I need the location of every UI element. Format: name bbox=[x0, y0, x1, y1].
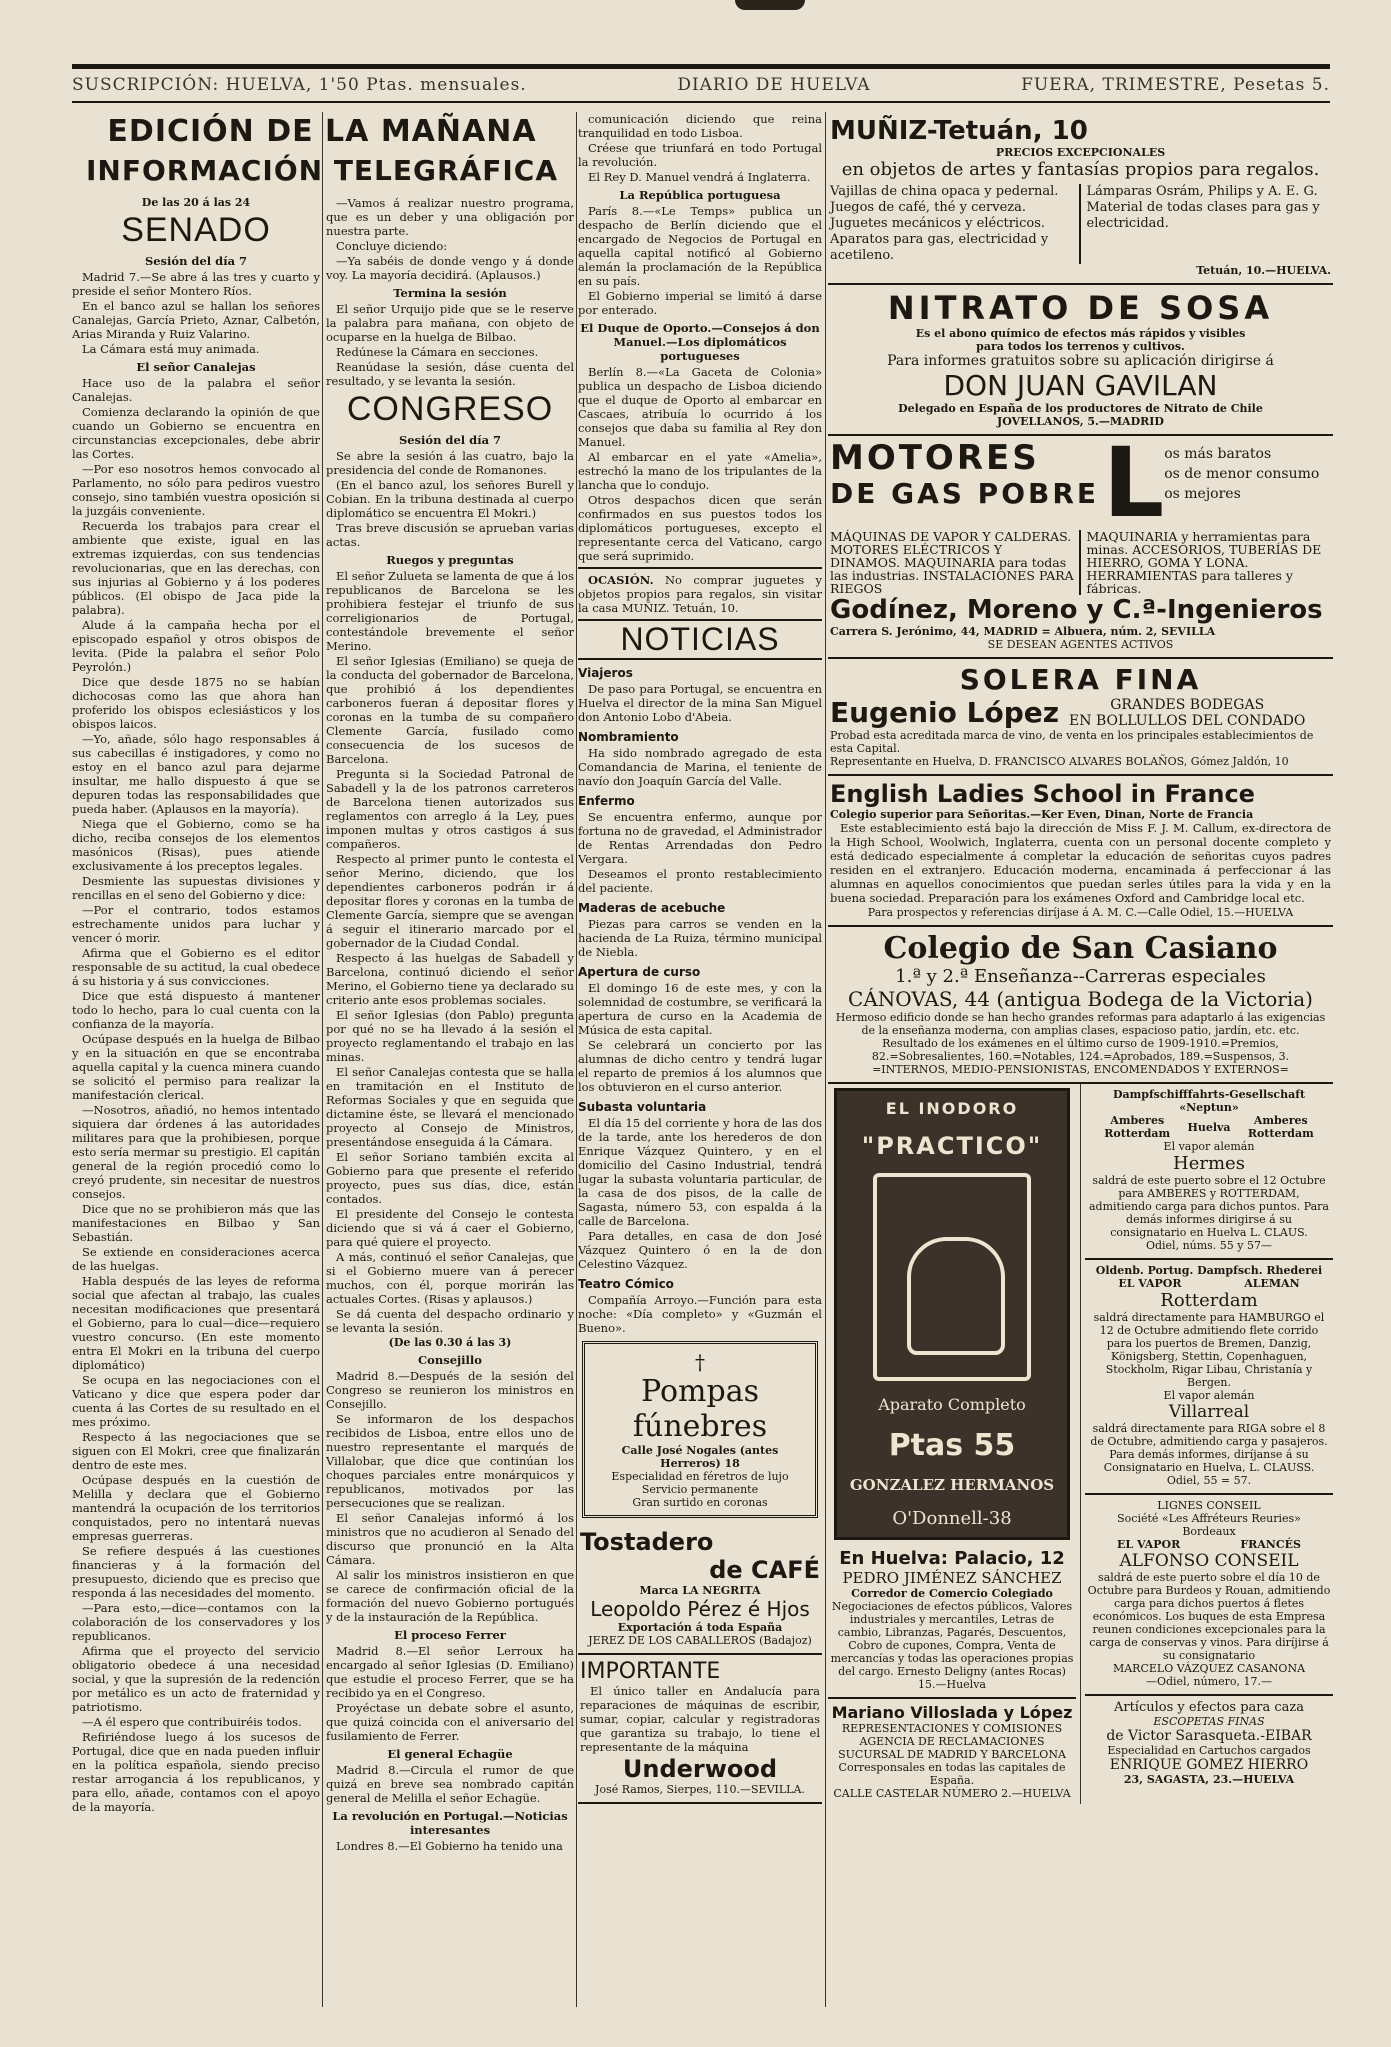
coffee-export: Exportación á toda España bbox=[617, 1621, 783, 1634]
solera-name: Eugenio López bbox=[830, 696, 1060, 729]
paragraph: Refiriéndose luego á los sucesos de Portugal, dice que en nada pueden influir en la política española, siendo preciso restar arrogancia á los republicanos, y para ello, añade, contamos con el apoyo de la mayoría. bbox=[72, 1730, 320, 1814]
ocasion-notice bbox=[578, 567, 822, 615]
inodoro-title: EL INODORO bbox=[885, 1099, 1019, 1118]
villoslada-name: Mariano Villoslada y López bbox=[831, 1703, 1073, 1722]
paragraph: Compañía Arroyo.—Función para esta noche: «Día completo» y «Guzmán el Bueno». bbox=[578, 1293, 822, 1335]
coffee-firm: Leopoldo Pérez é Hjos bbox=[590, 1597, 810, 1621]
top-rule bbox=[72, 64, 1330, 69]
typewriter-text: El único taller en Andalucía para reparaciones de máquinas de escribir, sumar, copiar, calcular y registradoras que garantiza su trabajo, lo tiene el representante de la máquina bbox=[580, 1684, 820, 1754]
paragraph: Respecto á las huelgas de Sabadell y Barcelona, continuó diciendo el señor Merino, el Gobierno tiene ya declarado su criterio ante esos problemas sociales. bbox=[326, 951, 574, 1007]
paragraph: Se refiere después á las cuestiones financieras y á la formación del presupuesto, diciendo que es preciso que responda á las necesidades del momento. bbox=[72, 1544, 320, 1600]
column-divider bbox=[825, 112, 826, 2007]
broker-text: Negociaciones de efectos públicos, Valores industriales y mercantiles, Letras de cambio, Libranzas, Pagarés, Descuentos, Cobro de cupones, Compra, Venta de mercancías y todas las operaciones propias del cargo. Ernesto Deligny (antes Rocas) 15.—Huelva bbox=[830, 1600, 1074, 1691]
paragraph: —Por el contrario, todos estamos estrechamente unidos para luchar y vencer ó morir. bbox=[72, 903, 320, 945]
coffee-brand: Marca LA NEGRITA bbox=[639, 1584, 761, 1597]
inodoro-brand: "PRACTICO" bbox=[861, 1131, 1043, 1160]
subhead: Nombramiento bbox=[578, 730, 679, 744]
motores-option: os más baratos bbox=[1164, 446, 1272, 462]
subhead: La revolución en Portugal.—Noticias interesantes bbox=[332, 1809, 568, 1837]
ship-name: Villarreal bbox=[1168, 1402, 1250, 1422]
paragraph: —Vamos á realizar nuestro programa, que es un deber y una obligación por nuestra parte. bbox=[326, 196, 574, 238]
paragraph: La Cámara está muy animada. bbox=[82, 342, 260, 356]
paragraph: Redúnese la Cámara en secciones. bbox=[336, 345, 539, 359]
ship-company: LIGNES CONSEIL bbox=[1157, 1499, 1261, 1512]
subhead-canalejas: El señor Canalejas bbox=[136, 360, 256, 374]
solera-title: SOLERA FINA bbox=[959, 663, 1202, 696]
masthead-strip bbox=[72, 72, 1330, 98]
senado-session: Sesión del día 7 bbox=[144, 254, 248, 268]
colegio-results: Resultado de los exámenes en el último curso de 1909-1910.=Premios, 82.=Sobresalientes, 160.=Notables, 124.=Aprobados, 189.=Suspensos, 3. bbox=[871, 1037, 1290, 1063]
paragraph: Se dá cuenta del despacho ordinario y se levanta la sesión. bbox=[326, 1307, 574, 1335]
subhead: Teatro Cómico bbox=[578, 1277, 674, 1291]
hermes-ad bbox=[1085, 1084, 1333, 1260]
paragraph: Tras breve discusión se aprueban varias actas. bbox=[326, 521, 574, 549]
column-3 bbox=[578, 112, 822, 2012]
inodoro-price: Ptas 55 bbox=[888, 1427, 1016, 1463]
paragraph: El Gobierno imperial se limitó á darse por enterado. bbox=[578, 289, 822, 317]
ship-route: Amberes Rotterdam bbox=[1247, 1114, 1314, 1140]
torn-edge bbox=[735, 0, 805, 10]
funeral-title: Pompas fúnebres bbox=[632, 1374, 768, 1444]
paragraph: —Nosotros, añadió, no hemos intentado siquiera dar órdenes á las autoridades militares para que la prohibiesen, porque esto sería mermar su prestigio. El capitán general de la región procedió como lo creyó prudente, sin necesitar de nuestros consejos. bbox=[72, 1103, 320, 1201]
sports-address: 23, SAGASTA, 23.—HUELVA bbox=[1123, 1773, 1295, 1786]
villoslada-line: Corresponsales en todas las capitales de España. bbox=[838, 1761, 1066, 1787]
sports-firm: ENRIQUE GOMEZ HIERRO bbox=[1109, 1757, 1309, 1773]
edition-heading-wrap bbox=[72, 112, 572, 152]
subhead: Viajeros bbox=[578, 666, 633, 680]
villoslada-line: REPRESENTACIONES Y COMISIONES bbox=[841, 1722, 1063, 1735]
ship-company: Oldenb. Portug. Dampfsch. Rhederei bbox=[1095, 1264, 1323, 1277]
ship-flag: ALEMAN bbox=[1244, 1277, 1300, 1290]
motores-left: MÁQUINAS DE VAPOR Y CALDERAS. MOTORES ELÉCTRICOS Y DINAMOS. MAQUINARIA para todas las industrias. INSTALACIONES PARA RIEGOS bbox=[830, 530, 1081, 595]
nitrato-line: Para informes gratuitos sobre su aplicación dirigirse á bbox=[887, 353, 1274, 369]
typewriter-title: IMPORTANTE bbox=[580, 1659, 721, 1684]
left-subcolumn bbox=[828, 1084, 1076, 1804]
subscription-outside: FUERA, TRIMESTRE, Pesetas 5. bbox=[1021, 75, 1330, 95]
ship-address: —Odiel, número, 17.— bbox=[1145, 1675, 1273, 1688]
motores-title: MOTORES bbox=[830, 438, 1040, 478]
sports-title: Artículos y efectos para caza bbox=[1113, 1700, 1305, 1715]
paragraph: Se ocupa en las negociaciones con el Vaticano y dice que espera poder dar cuenta á las Cortes de su resultado en el mes próximo. bbox=[72, 1373, 320, 1429]
subhead: El Duque de Oporto.—Consejos á don Manuel.—Los diplomáticos portugueses bbox=[580, 321, 820, 363]
paragraph: Otros despachos dicen que serán confirmados en sus puestos todos los diplomáticos portugueses, excepto el representante cerca del Vaticano, cargo que será suprimido. bbox=[578, 493, 822, 563]
solera-representative: Representante en Huelva, D. FRANCISCO ALVARES BOLAÑOS, Gómez Jaldón, 10 bbox=[830, 755, 1289, 768]
paragraph: Ha sido nombrado agregado de esta Comandancia de Marina, el teniente de navío don Joaquín García del Valle. bbox=[578, 746, 822, 788]
colegio-text: Hermoso edificio donde se han hecho grandes reformas para adaptarlo á las exigencias de la enseñanza moderna, con amplias clases, espacioso patio, jardín, etc. etc. bbox=[835, 1011, 1326, 1037]
nitrato-name: DON JUAN GAVILAN bbox=[943, 369, 1218, 402]
telegraphic-heading: INFORMACIÓN TELEGRÁFICA bbox=[86, 154, 558, 187]
column-divider bbox=[576, 112, 577, 2007]
school-contact: Para prospectos y referencias diríjase á A. M. C.—Calle Odiel, 15.—HUELVA bbox=[867, 906, 1294, 919]
paragraph: Madrid 8.—Después de la sesión del Congreso se reunieron los ministros en Consejillo. bbox=[326, 1369, 574, 1411]
paragraph: —Por eso nosotros hemos convocado al Parlamento, no sólo para pediros vuestro consejo, sino también vuestra oposición si la juzgáis conveniente. bbox=[72, 462, 320, 518]
subhead: Termina la sesión bbox=[393, 286, 507, 300]
paragraph: (En el banco azul, los señores Burell y Cobian. En la tribuna destinada al cuerpo diplomático se encuentra El Mokri.) bbox=[326, 478, 574, 520]
paragraph: Reanúdase la sesión, dáse cuenta del resultado, y se levanta la sesión. bbox=[326, 360, 574, 388]
paragraph: —Yo, añade, sólo hago responsables á sus cabecillas é instigadores, y como no estoy en el banco azul para dejarme insultar, me hallo dispuesto á que se depuren todas las responsabilidades que pueda haber. (Aplausos en la mayoría). bbox=[72, 732, 320, 816]
ship-label: EL VAPOR bbox=[1118, 1277, 1182, 1290]
funeral-address: Calle José Nogales (antes Herreros) 18 bbox=[621, 1444, 779, 1470]
telegraphic-heading-wrap bbox=[72, 150, 572, 200]
typewriter-ad bbox=[578, 1655, 822, 1804]
column-4 bbox=[828, 112, 1333, 2012]
paragraph: Se abre la sesión á las cuatro, bajo la presidencia del conde de Romanones. bbox=[326, 449, 574, 477]
paragraph: Proyéctase un debate sobre el asunto, que quizá coincida con el aniversario del fusilamiento de Ferrer. bbox=[326, 1701, 574, 1743]
paragraph: Respecto á las negociaciones que se siguen con El Mokri, cree que finalizarán dentro de este mes. bbox=[72, 1430, 320, 1472]
paragraph: Concluye diciendo: bbox=[336, 239, 448, 253]
motores-right: MAQUINARIA y herramientas para minas. ACCESORIOS, TUBERÍAS DE HIERRO, GOMA Y LONA. HERRAMIENTAS para talleres y fábricas. bbox=[1086, 529, 1322, 596]
paragraph: Pregunta si la Sociedad Patronal de Sabadell y la de los patronos carreteros de Barcelona tienen autorizados sus reglamentos con arreglo á la Ley, pues imponen multas y otros castigos á sus compañeros. bbox=[326, 767, 574, 851]
ship-city: Bordeaux bbox=[1182, 1525, 1236, 1538]
colegio-address: CÁNOVAS, 44 (antigua Bodega de la Victoria) bbox=[848, 987, 1313, 1011]
paragraph: Para detalles, en casa de don José Vázquez Quintero ó en la de don Celestino Vázquez. bbox=[578, 1229, 822, 1271]
senado-column bbox=[72, 196, 320, 2011]
sports-specialty: Especialidad en Cartuchos cargados bbox=[1107, 1744, 1311, 1757]
paragraph: —Para esto,—dice—contamos con la colaboración de los conservadores y los republicanos. bbox=[72, 1601, 320, 1643]
funeral-line: Especialidad en féretros de lujo bbox=[611, 1470, 789, 1483]
paragraph: Habla después de las leyes de reforma social que afectan al trabajo, las cuales necesitan modificaciones que presentará el Gobierno, para lo cual—dice—requiero vuestro concurso. (En este momento entra El Mokri en la tribuna del cuerpo diplomático) bbox=[72, 1274, 320, 1372]
ship-flag: FRANCÉS bbox=[1240, 1538, 1301, 1551]
sports-maker: de Victor Sarasqueta.-EIBAR bbox=[1106, 1728, 1312, 1744]
column-divider bbox=[322, 112, 323, 2007]
broker-title: Corredor de Comercio Colegiado bbox=[851, 1587, 1053, 1600]
muniz-left: Vajillas de china opaca y pedernal. Juegos de café, thé y cerveza. Juguetes mecánicos y eléctricos. Aparatos para gas, electricidad y acetileno. bbox=[830, 184, 1081, 264]
rotterdam-ad bbox=[1085, 1260, 1333, 1495]
header-rule bbox=[72, 101, 1330, 103]
subhead: Ruegos y preguntas bbox=[386, 553, 514, 567]
paragraph: A más, continuó el señor Canalejas, que si el Gobierno muere van á perecer muchos, con él, porque morirán las actuales Cortes. (Risas y aplausos.) bbox=[326, 1250, 574, 1306]
paragraph: Se extiende en consideraciones acerca de las huelgas. bbox=[72, 1245, 320, 1273]
congreso-heading: CONGRESO bbox=[346, 390, 554, 428]
paragraph: Desmiente las supuestas divisiones y rencillas en el seno del Gobierno y dice: bbox=[72, 874, 320, 902]
paragraph: Madrid 7.—Se abre á las tres y cuarto y preside el señor Montero Ríos. bbox=[72, 270, 320, 298]
subhead: Enfermo bbox=[578, 794, 635, 808]
subhead: Apertura de curso bbox=[578, 965, 701, 979]
paragraph: El señor Canalejas informó á los ministros que no acudieron al Senado del discurso que pronunció en la Alta Cámara. bbox=[326, 1511, 574, 1567]
paragraph: Deseamos el pronto restablecimiento del paciente. bbox=[578, 867, 822, 895]
paragraph: Afirma que el Gobierno es el editor responsable de su actitud, la cual obedece á su historia y á sus convicciones. bbox=[72, 946, 320, 988]
paragraph: Londres 8.—El Gobierno ha tenido una bbox=[336, 1839, 563, 1853]
paragraph: Hace uso de la palabra el señor Canalejas. bbox=[72, 376, 320, 404]
edition-heading: EDICIÓN DE LA MAÑANA bbox=[107, 114, 537, 149]
subscription-local: SUSCRIPCIÓN: HUELVA, 1'50 Ptas. mensuales. bbox=[72, 75, 527, 95]
muniz-subtitle: PRECIOS EXCEPCIONALES bbox=[995, 146, 1166, 159]
paragraph: Madrid 8.—El señor Lerroux ha encargado al señor Iglesias (D. Emiliano) que estudie el proceso Ferrer, que se ha recibido ya en el Congreso. bbox=[326, 1644, 574, 1700]
paragraph: Se encuentra enfermo, aunque por fortuna no de gravedad, el Administrador de Rentas Arrendadas don Pedro Vergara. bbox=[578, 810, 822, 866]
paragraph: Se celebrará un concierto por las alumnas de dicho centro y tendrá lugar el reparto de premios á los alumnos que los obtuvieron en el curso anterior. bbox=[578, 1038, 822, 1094]
paragraph: Dice que desde 1875 no se habían dichocosas como las que ahora han proferido los obispos eclesiásticos y los obispos laicos. bbox=[72, 675, 320, 731]
paragraph: El señor Soriano también excita al Gobierno para que presente el referido proyecto, pues sus días, dice, están contados. bbox=[326, 1150, 574, 1206]
subhead: El proceso Ferrer bbox=[394, 1628, 506, 1642]
motores-subtitle: DE GAS POBRE bbox=[830, 477, 1100, 510]
colegio-subtitle: 1.ª y 2.ª Enseñanza--Carreras especiales bbox=[895, 966, 1266, 987]
paragraph: —Ya sabéis de donde vengo y á donde voy. La mayoría decidirá. (Aplausos.) bbox=[326, 254, 574, 282]
coffee-location: JEREZ DE LOS CABALLEROS (Badajoz) bbox=[588, 1634, 812, 1647]
colegio-ad bbox=[828, 927, 1333, 1084]
paragraph: Al salir los ministros insistieron en que se carece de confirmación oficial de la formación del nuevo Gobierno portugués y de la instauración de la República. bbox=[326, 1568, 574, 1624]
nitrato-title: NITRATO DE SOSA bbox=[887, 289, 1274, 327]
paper-name: DIARIO DE HUELVA bbox=[677, 75, 871, 95]
solera-location: EN BOLLULLOS DEL CONDADO bbox=[1069, 712, 1306, 729]
motores-firm: Godínez, Moreno y C.ª-Ingenieros bbox=[830, 595, 1323, 625]
solera-ad bbox=[828, 659, 1333, 776]
paragraph: Afirma que el proyecto del servicio obligatorio obedece á una necesidad social, y que la supresión de la redención por metálico es un acto de fraternidad y patriotismo. bbox=[72, 1644, 320, 1714]
motores-ad bbox=[828, 427, 1333, 659]
muniz-address: Tetuán, 10.—HUELVA. bbox=[1196, 264, 1331, 277]
paragraph: Madrid 8.—Circula el rumor de que quizá en breve sea nombrado capitán general de Melilla el señor Echagüe. bbox=[326, 1763, 574, 1805]
funeral-line: Servicio permanente bbox=[641, 1483, 759, 1496]
paragraph: Al embarcar en el yate «Amelia», estrechó la mano de los tripulantes de la lancha que lo condujo. bbox=[578, 450, 822, 492]
ocasion-text: No comprar juguetes y objetos propios para regalos, sin visitar la casa MUÑIZ. Tetuán, 10. bbox=[578, 573, 822, 615]
typewriter-brand: Underwood bbox=[622, 1755, 778, 1783]
right-subcolumn bbox=[1080, 1084, 1333, 1804]
ship-company: Dampfschifffahrts-Gesellschaft «Neptun» bbox=[1112, 1088, 1306, 1114]
paragraph: Berlín 8.—«La Gaceta de Colonia» publica un despacho de Lisboa diciendo que el duque de Oporto al embarcar en Cascaes, atribuía lo ocurrido á los consejos que daba su familia al Rey don Manuel. bbox=[578, 365, 822, 449]
paragraph: El señor Canalejas contesta que se halla en tramitación en el Instituto de Reformas Sociales y que en seguida que dictamine éste, se llevará el mencionado proyecto al Consejo de Ministros, presentándose enseguida á la Cámara. bbox=[326, 1065, 574, 1149]
motores-initial: L bbox=[1103, 427, 1165, 539]
paragraph: —A él espero que contribuiréis todos. bbox=[82, 1715, 302, 1729]
ship-address: Odiel, núms. 55 y 57— bbox=[1145, 1239, 1273, 1252]
funeral-line: Gran surtido en coronas bbox=[632, 1496, 768, 1509]
typewriter-address: José Ramos, Sierpes, 110.—SEVILLA. bbox=[595, 1783, 805, 1796]
solera-text: Probad esta acreditada marca de vino, de venta en los principales establecimientos de esta Capital. bbox=[830, 729, 1314, 755]
solera-bodegas: GRANDES BODEGAS bbox=[1110, 696, 1265, 713]
school-text: Este establecimiento está bajo la dirección de Miss F. J. M. Callum, ex-directora de la High School, Woolwich, Inglaterra, cuenta con un personal docente completo y está dedicado especialmente á completar la educación de señoritas cuyos padres residen en el extranjero. Educación moderna, encaminada á perfeccionar á las alumnas en aquellos conocimientos que puedan serles útiles para la vida y en la buena sociedad. Preparación para los exámenes Oxford and Cambridge local etc. bbox=[830, 821, 1331, 905]
paragraph: Dice que está dispuesto á mantener todo lo hecho, para lo cual cuenta con la confianza de la mayoría. bbox=[72, 989, 320, 1031]
inodoro-complete: Aparato Completo bbox=[878, 1394, 1026, 1414]
paragraph: Se informaron de los despachos recibidos de Lisboa, entre ellos uno de nuestro representante el marqués de Villalobar, que dice que continúan los choques parciales entre monárquicos y republicanos, motivados por las persecuciones que se realizan. bbox=[326, 1412, 574, 1510]
congreso-session: Sesión del día 7 bbox=[398, 433, 502, 447]
muniz-tagline: en objetos de artes y fantasías propios para regalos. bbox=[841, 159, 1320, 180]
motores-option: os mejores bbox=[1164, 486, 1241, 502]
ship-label: EL VAPOR bbox=[1117, 1538, 1181, 1551]
cross-icon: † bbox=[695, 1350, 705, 1374]
paragraph: El señor Urquijo pide que se le reserve la palabra para mañana, con objeto de ocuparse en la huelga de Bilbao. bbox=[326, 302, 574, 344]
english-school-ad bbox=[828, 776, 1333, 927]
paragraph: Créese que triunfará en todo Portugal la revolución. bbox=[578, 141, 822, 169]
paragraph: El domingo 16 de este mes, y con la solemnidad de costumbre, se verificará la apertura de curso en la Academia de Música de esta capital. bbox=[578, 981, 822, 1037]
villoslada-line: AGENCIA DE RECLAMACIONES bbox=[859, 1735, 1045, 1748]
motores-address: Carrera S. Jerónimo, 44, MADRID = Albuera, núm. 2, SEVILLA bbox=[830, 625, 1216, 638]
subhead: Consejillo bbox=[418, 1353, 482, 1367]
ocasion-keyword: OCASIÓN. bbox=[588, 573, 654, 587]
ship-label: El vapor alemán bbox=[1163, 1389, 1255, 1402]
motores-agents: SE DESEAN AGENTES ACTIVOS bbox=[987, 638, 1174, 651]
ship-society: Société «Les Affréteurs Reuries» bbox=[1117, 1512, 1301, 1525]
ship-name: Rotterdam bbox=[1160, 1290, 1258, 1311]
paragraph: París 8.—«Le Temps» publica un despacho de Berlín diciendo que el encargado de Negocios de Portugal en aquella capital notificó al Gobierno alemán la proclamación de la República en su país. bbox=[578, 204, 822, 288]
ship-text: saldrá directamente para RIGA sobre el 8 de Octubre, admitiendo carga y pasajeros. Para demás informes, diríjanse á su Consignatario en Huelva, L. CLAUSS. bbox=[1090, 1422, 1328, 1474]
senado-heading: SENADO bbox=[121, 211, 271, 249]
subhead: La República portuguesa bbox=[619, 188, 781, 202]
villoslada-line: SUCURSAL DE MADRID Y BARCELONA bbox=[838, 1748, 1066, 1761]
ship-text: saldrá de este puerto sobre el 12 Octubre para AMBERES y ROTTERDAM, admitiendo carga para dichos puntos. Para demás informes dirigirse á su consignatario en Huelva L. CLAUS. bbox=[1089, 1174, 1329, 1239]
paragraph: Ocúpase después en la cuestión de Melilla y declara que el Gobierno mantendrá la ocupación de los territorios conquistados, pero no intentará nuevas empresas guerreras. bbox=[72, 1473, 320, 1543]
broker-name: PEDRO JIMÉNEZ SÁNCHEZ bbox=[842, 1569, 1062, 1587]
ship-name: Hermes bbox=[1173, 1153, 1245, 1174]
colegio-pupils: =INTERNOS, MEDIO-PENSIONISTAS, ENCOMENDADOS Y EXTERNOS= bbox=[872, 1063, 1289, 1076]
ship-port: Huelva bbox=[1187, 1120, 1231, 1134]
paragraph: El señor Iglesias (Emiliano) se queja de la conducta del gobernador de Barcelona, que prohibió á los dependientes carboneros fueran á depositar flores y coronas en la tumba de su compañero Clemente García, fusilado como consecuencia de los sucesos de Barcelona. bbox=[326, 654, 574, 766]
paragraph: Alude á la campaña hecha por el episcopado español y otros obispos de levita. (Pide la palabra el señor Polo Peyrolón.) bbox=[72, 618, 320, 674]
inodoro-address: O'Donnell-38 bbox=[892, 1507, 1012, 1529]
paragraph: Respecto al primer punto le contesta el señor Merino, diciendo, que los dependientes carboneros podrán ir á depositar flores y coronas en la tumba de Clemente García, siempre que se avengan á seguir el itinerario marcado por el gobernador de la Ciudad Condal. bbox=[326, 852, 574, 950]
ship-route: Amberes Rotterdam bbox=[1104, 1114, 1171, 1140]
colegio-title: Colegio de San Casiano bbox=[883, 931, 1278, 966]
nitrato-line: para todos los terrenos y cultivos. bbox=[976, 340, 1185, 353]
inodoro-ad bbox=[834, 1088, 1070, 1540]
muniz-right: Lámparas Osrám, Philips y A. E. G. Material de todas clases para gas y electricidad. bbox=[1086, 184, 1320, 231]
muniz-title: MUÑIZ-Tetuán, 10 bbox=[830, 116, 1088, 146]
subhead: Maderas de acebuche bbox=[578, 901, 726, 915]
paragraph: Recuerda los trabajos para crear el ambiente que existe, igual en las extremas izquierdas, con sus tendencias revolucionarias, que en las derechas, con sus injurias al Gobierno y á los poderes públicos. (El obispo de Jaca pide la palabra). bbox=[72, 519, 320, 617]
toilet-icon bbox=[873, 1173, 1031, 1381]
paragraph: Ocúpase después en la huelga de Bilbao y en la situación en que se encontraba aquella capital y la cuenca minera cuando se solicitó el permiso para realizar la manifestación clerical. bbox=[72, 1032, 320, 1102]
nitrato-line: Delegado en España de los productores de Nitrato de Chile bbox=[898, 402, 1263, 415]
muniz-ad bbox=[828, 112, 1333, 285]
ship-name: ALFONSO CONSEIL bbox=[1119, 1551, 1299, 1571]
paragraph: El señor Iglesias (don Pablo) pregunta por qué no se ha llevado á la sesión el proyecto reglamentando el trabajo en las minas. bbox=[326, 1008, 574, 1064]
nitrato-address: JOVELLANOS, 5.—MADRID bbox=[997, 415, 1164, 428]
ship-address: Odiel, 55 = 57. bbox=[1166, 1474, 1252, 1487]
dateline: (De las 0.30 á las 3) bbox=[388, 1336, 512, 1349]
coffee-ad bbox=[578, 1524, 822, 1655]
villoslada-address: CALLE CASTELAR NÚMERO 2.—HUELVA bbox=[833, 1787, 1071, 1800]
inodoro-firm: GONZALEZ HERMANOS bbox=[849, 1476, 1055, 1495]
paragraph: El señor Zulueta se lamenta de que á los republicanos de Barcelona se les prohibiera festejar el triunfo de sus correligionarios de Portugal, contestándole brevemente el señor Merino. bbox=[326, 569, 574, 653]
nitrato-ad bbox=[828, 285, 1333, 436]
ship-text: saldrá directamente para HAMBURGO el 12 de Octubre admitiendo flete corrido para los puertos de Bremen, Danzig, Königsberg, Stettin, Copenhaguen, Stockholm, Rigar Libau, Christanía y Bergen. bbox=[1093, 1311, 1325, 1389]
school-subtitle: Colegio superior para Señoritas.—Ker Even, Dinan, Norte de Francia bbox=[830, 808, 1254, 821]
coffee-subtitle: de CAFÉ bbox=[709, 1556, 820, 1584]
villoslada-ad bbox=[828, 1699, 1076, 1804]
ship-agent: MARCELO VÁZQUEZ CASANONA bbox=[1112, 1662, 1306, 1675]
congreso-column bbox=[326, 196, 574, 2011]
school-title: English Ladies School in France bbox=[830, 780, 1255, 808]
dateline: De las 20 á las 24 bbox=[141, 196, 251, 209]
paragraph: Comienza declarando la opinión de que cuando un Gobierno se encuentra en circunstancias excepcionales, debe abrir las Cortes. bbox=[72, 405, 320, 461]
coffee-title: Tostadero bbox=[580, 1528, 714, 1556]
paragraph: El Rey D. Manuel vendrá á Inglaterra. bbox=[588, 170, 811, 184]
nitrato-line: Es el abono químico de efectos más rápidos y visibles bbox=[915, 327, 1246, 340]
paragraph: El día 15 del corriente y hora de las dos de la tarde, ante los herederos de don Enrique Vázquez Quintero, y en el domicilio del Casino Industrial, tendrá lugar la subasta voluntaria particular, de la casa de dos pisos, de la calle de Sagasta, número 53, con espalda á la calle de Barcelona. bbox=[578, 1116, 822, 1228]
paragraph: Niega que el Gobierno, como se ha dicho, reciba consejos de los elementos masónicos (Risas), pues atiende exclusivamente á los preceptos legales. bbox=[72, 817, 320, 873]
broker-location: En Huelva: Palacio, 12 bbox=[839, 1548, 1065, 1569]
paragraph: comunicación diciendo que reina tranquilidad en todo Lisboa. bbox=[578, 112, 822, 140]
paragraph: Piezas para carros se venden en la hacienda de La Ruiza, término municipal de Niebla. bbox=[578, 917, 822, 959]
paragraph: En el banco azul se hallan los señores Canalejas, García Prieto, Aznar, Calbetón, Arias Miranda y Ruiz Valarino. bbox=[72, 299, 320, 341]
sports-ad bbox=[1085, 1696, 1333, 1790]
conseil-ad bbox=[1085, 1495, 1333, 1696]
ship-label: El vapor alemán bbox=[1163, 1140, 1255, 1153]
broker-ad bbox=[828, 1544, 1076, 1699]
paragraph: De paso para Portugal, se encuentra en Huelva el director de la mina San Miguel don Antonio Lobo d'Abeia. bbox=[578, 682, 822, 724]
funeral-ad bbox=[582, 1341, 818, 1518]
ship-text: saldrá de este puerto sobre el día 10 de Octubre para Burdeos y Rouan, admitiendo carga para dichos puertos á fletes económicos. Los buques de esta Empresa reunen condiciones excepcionales para la carga de conservas y vinos. Para diríjirse á su consignatario bbox=[1087, 1571, 1331, 1662]
paragraph: El presidente del Consejo le contesta diciendo que si vá á caer el Gobierno, para qué quiere el proyecto. bbox=[326, 1207, 574, 1249]
subhead: El general Echagüe bbox=[387, 1747, 513, 1761]
sports-subtitle: ESCOPETAS FINAS bbox=[1153, 1715, 1265, 1728]
subhead: Subasta voluntaria bbox=[578, 1100, 707, 1114]
motores-option: os de menor consumo bbox=[1164, 466, 1320, 482]
paragraph: Dice que no se prohibieron más que las manifestaciones en Bilbao y San Sebastián. bbox=[72, 1202, 320, 1244]
noticias-heading: NOTICIAS bbox=[578, 619, 822, 660]
